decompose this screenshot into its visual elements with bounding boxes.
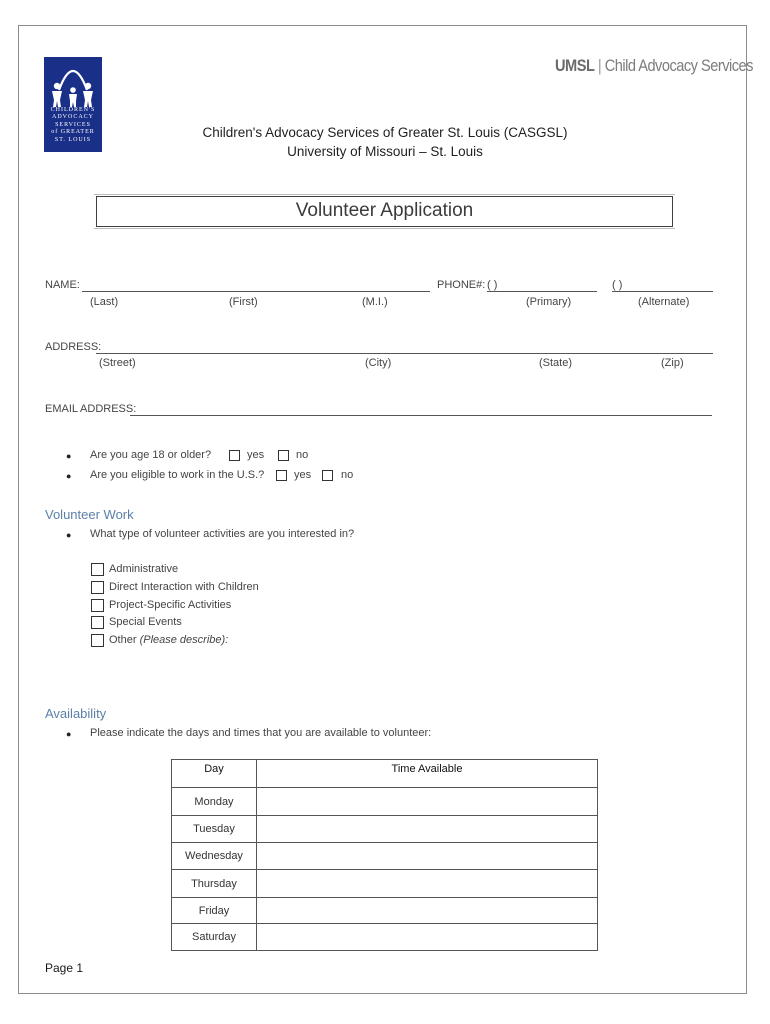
- time-available-cell[interactable]: [257, 924, 598, 951]
- primary-area-code: ( ): [487, 279, 498, 291]
- table-row: [172, 870, 598, 898]
- sub-label-street: (Street): [99, 357, 136, 369]
- umsl-logo: UMSL | Child Advocacy Services: [555, 56, 753, 75]
- other-checkbox[interactable]: [91, 634, 104, 647]
- time-available-cell[interactable]: [257, 816, 598, 843]
- project-specific-checkbox[interactable]: [91, 599, 104, 612]
- special-events-checkbox[interactable]: [91, 616, 104, 629]
- availability-heading: Availability: [45, 706, 107, 721]
- day-cell: Tuesday: [172, 816, 257, 843]
- sub-label-last: (Last): [90, 296, 119, 308]
- org-name: Children's Advocacy Services of Greater St. Louis (CASGSL): [202, 125, 568, 140]
- email-input[interactable]: [130, 415, 712, 416]
- sub-label-alternate: (Alternate): [638, 296, 690, 308]
- name-label: NAME:: [45, 279, 80, 291]
- work-yes-label: yes: [294, 469, 312, 481]
- table-row: [172, 898, 598, 924]
- phone-label: PHONE#:: [437, 279, 486, 291]
- umsl-wordmark: UMSL: [555, 56, 595, 75]
- age-yes-checkbox[interactable]: [229, 450, 240, 461]
- work-no-label: no: [341, 469, 354, 481]
- age-question: Are you age 18 or older?: [90, 449, 212, 461]
- university-name: University of Missouri – St. Louis: [287, 144, 483, 159]
- option-label: [109, 634, 228, 646]
- primary-phone-input[interactable]: [487, 291, 597, 292]
- day-cell: Wednesday: [172, 843, 257, 870]
- sub-label-first: (First): [229, 296, 258, 308]
- alternate-area-code: ( ): [612, 279, 623, 291]
- brand-name: Child Advocacy Services: [604, 56, 753, 75]
- work-eligibility-question: Are you eligible to work in the U.S.?: [90, 469, 265, 481]
- day-cell: Friday: [172, 898, 257, 924]
- time-available-cell[interactable]: [257, 843, 598, 870]
- address-label: ADDRESS:: [45, 341, 102, 353]
- work-no-checkbox[interactable]: [322, 470, 333, 481]
- sub-label-state: (State): [539, 357, 573, 369]
- age-no-checkbox[interactable]: [278, 450, 289, 461]
- logo-text-line: of GREATER: [51, 129, 95, 136]
- day-cell: Saturday: [172, 924, 257, 951]
- time-available-cell[interactable]: [257, 870, 598, 898]
- time-available-cell[interactable]: [257, 898, 598, 924]
- children-figures-icon: [47, 60, 99, 108]
- table-header-row: [172, 760, 598, 788]
- bullet-icon: ●: [66, 729, 72, 739]
- sub-label-mi: (M.I.): [362, 296, 388, 308]
- sub-label-city: (City): [365, 357, 392, 369]
- name-input[interactable]: [82, 291, 430, 292]
- table-row: [172, 788, 598, 816]
- bullet-icon: ●: [66, 451, 72, 461]
- address-input[interactable]: [96, 353, 713, 354]
- availability-instruction: Please indicate the days and times that you are available to volunteer:: [90, 727, 432, 739]
- age-no-label: no: [296, 449, 309, 461]
- direct-interaction-checkbox[interactable]: [91, 581, 104, 594]
- page-number: Page 1: [45, 961, 84, 975]
- alternate-phone-input[interactable]: [612, 291, 713, 292]
- time-available-cell[interactable]: [257, 788, 598, 816]
- work-yes-checkbox[interactable]: [276, 470, 287, 481]
- sub-label-primary: (Primary): [526, 296, 572, 308]
- logo-text-line: ADVOCACY: [51, 114, 94, 121]
- option-label: Project-Specific Activities: [109, 599, 232, 611]
- availability-table: [171, 759, 598, 951]
- logo-text-line: SERVICES: [55, 121, 91, 128]
- option-label: Administrative: [109, 563, 179, 575]
- option-label: Direct Interaction with Children: [109, 581, 259, 593]
- bullet-icon: ●: [66, 471, 72, 481]
- administrative-checkbox[interactable]: [91, 563, 104, 576]
- column-header-day: Day: [172, 760, 257, 788]
- activities-question: What type of volunteer activities are you interested in?: [90, 528, 355, 540]
- logo-text-line: ST. LOUIS: [54, 136, 92, 143]
- column-header-time: Time Available: [257, 760, 598, 788]
- table-row: [172, 924, 598, 951]
- age-yes-label: yes: [247, 449, 265, 461]
- day-cell: Monday: [172, 788, 257, 816]
- email-label: EMAIL ADDRESS:: [45, 403, 137, 415]
- logo-text-line: CHILDREN'S: [50, 107, 96, 113]
- sub-label-zip: (Zip): [661, 357, 684, 369]
- other-label: Other: [109, 634, 137, 646]
- bullet-icon: ●: [66, 530, 72, 540]
- table-row: [172, 816, 598, 843]
- page-title: Volunteer Application: [96, 196, 673, 227]
- option-label: Special Events: [109, 616, 182, 628]
- table-row: [172, 843, 598, 870]
- volunteer-work-heading: Volunteer Work: [45, 507, 134, 522]
- day-cell: Thursday: [172, 870, 257, 898]
- other-hint: (Please describe):: [139, 634, 229, 646]
